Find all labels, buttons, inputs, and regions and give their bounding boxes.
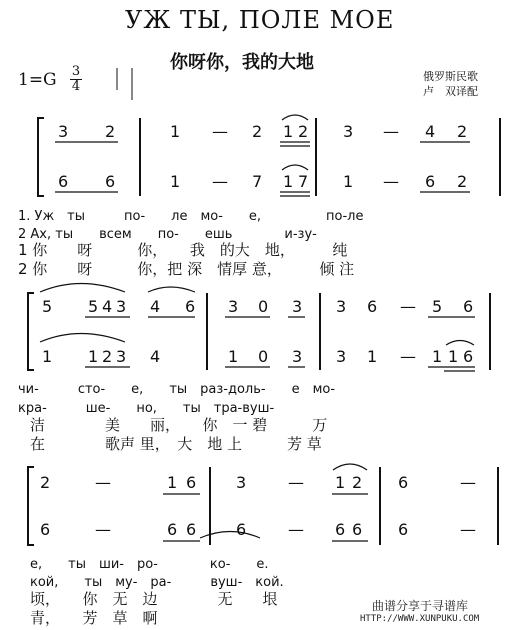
system2-lower-note: 3 — [336, 347, 347, 366]
system2-lower-note: 1 — [88, 347, 99, 366]
system2-upper-note: 5 — [42, 297, 53, 316]
song-title: УЖ ТЫ, ПОЛЕ МОЕ — [125, 6, 395, 34]
lyric-line: 1. Уж ты по- ле мо- е, по-ле — [18, 209, 364, 224]
slur — [282, 115, 308, 120]
system2-lower-note: 0 — [258, 347, 269, 366]
system2-lower-note: 1 — [367, 347, 378, 366]
system2-lower-note: 1 — [432, 347, 443, 366]
system2-lower-note: 2 — [102, 347, 113, 366]
slur — [40, 284, 125, 293]
system2-upper-note: 6 — [185, 297, 196, 316]
system3-lower-note: 6 — [335, 520, 346, 539]
lyric-line: е, ты ши- ро- ко- е. — [30, 557, 269, 572]
system2-lower-note: 1 — [448, 347, 459, 366]
system1-lower-note: 1 — [170, 172, 181, 191]
translator-credit: 卢 双译配 — [423, 85, 478, 98]
system2-lower-note: — — [400, 347, 416, 366]
system3-lower-note: — — [288, 520, 304, 539]
lyric-line: 在 歌声 里， 大 地 上 芳 草 — [30, 435, 322, 453]
system3-lower-note: 6 — [352, 520, 363, 539]
lyric-line: 1 你 呀 你， 我 的大 地， 纯 — [18, 241, 348, 259]
system1-lower-note: 6 — [425, 172, 436, 191]
footer-site-url[interactable]: HTTP://WWW.XUNPUKU.COM — [360, 614, 480, 624]
lyric-line: чи- сто- е, ты раз-доль- е мо- — [18, 382, 336, 397]
system2-upper-note: 5 — [88, 297, 99, 316]
system1-upper-note: 3 — [343, 122, 354, 141]
system1-lower-note: 6 — [105, 172, 116, 191]
system3-upper-note: — — [460, 473, 476, 492]
system2-lower-note: 4 — [150, 347, 161, 366]
system2-upper-note: 5 — [432, 297, 443, 316]
system3-upper-note: 1 — [167, 473, 178, 492]
system3-lower-note: — — [95, 520, 111, 539]
system1-upper-note: — — [212, 122, 228, 141]
system3-upper-note: — — [288, 473, 304, 492]
system2-bracket — [28, 293, 34, 370]
slur — [446, 341, 474, 346]
system1-upper-note: 2 — [252, 122, 263, 141]
system2-upper-note: 4 — [150, 297, 161, 316]
system3-bracket — [28, 467, 34, 545]
system1-lower-note: 7 — [298, 172, 309, 191]
system1-upper-note: 2 — [457, 122, 468, 141]
system2-upper-note: 3 — [116, 297, 127, 316]
lyric-line: 2 你 呀 你，把 深 情厚 意， 倾 注 — [18, 260, 355, 278]
time-signature-bottom: 4 — [71, 79, 81, 94]
lyric-line: кра- ше- но, ты тра-вуш- — [18, 401, 275, 416]
system2-upper-note: 3 — [228, 297, 239, 316]
system1-upper-note: 2 — [105, 122, 116, 141]
system1-upper-note: 1 — [170, 122, 181, 141]
system3-lower-note: 6 — [167, 520, 178, 539]
system3-upper-note: 6 — [398, 473, 409, 492]
lyric-line: 顷， 你 无 边 无 垠 — [30, 590, 278, 608]
time-signature-top: 3 — [71, 64, 81, 79]
system2-upper-note: 6 — [367, 297, 378, 316]
system1-lower-note: 1 — [283, 172, 294, 191]
lyric-line: 2 Ах, ты всем по- ешь и-зу- — [18, 227, 317, 242]
system2-upper-note: 0 — [258, 297, 269, 316]
lyric-line: кой, ты му- ра- вуш- кой. — [30, 575, 284, 590]
system3-lower-note: 6 — [40, 520, 51, 539]
slur — [40, 334, 125, 343]
system1-upper-note: 3 — [58, 122, 69, 141]
system3-lower-note: 6 — [236, 520, 247, 539]
system3-upper-note: 6 — [186, 473, 197, 492]
system1-upper-note: 1 — [283, 122, 294, 141]
system1-lower-note: 1 — [343, 172, 354, 191]
lyric-line: 青， 芳 草 啊 — [30, 609, 158, 627]
slur — [148, 287, 195, 292]
system3-upper-note: 1 — [335, 473, 346, 492]
lyric-line: 洁 美 丽， 你 一 碧 万 — [30, 416, 328, 434]
song-subtitle: 你呀你，我的大地 — [170, 52, 314, 73]
system2-lower-note: 1 — [42, 347, 53, 366]
system2-upper-note: 6 — [463, 297, 474, 316]
system3-upper-note: 2 — [40, 473, 51, 492]
system3-lower-note: 6 — [398, 520, 409, 539]
system2-upper-note: — — [400, 297, 416, 316]
system1-lower-note: — — [212, 172, 228, 191]
system1-lower-note: 6 — [58, 172, 69, 191]
footer-site-name: 曲谱分享于寻谱库 — [372, 599, 469, 613]
system1-lower-note: — — [383, 172, 399, 191]
system3-upper-note: 3 — [236, 473, 247, 492]
system1-lower-note: 2 — [457, 172, 468, 191]
system1-upper-note: 2 — [298, 122, 309, 141]
system2-upper-note: 3 — [336, 297, 347, 316]
system3-lower-note: — — [460, 520, 476, 539]
song-origin: 俄罗斯民歌 — [423, 70, 478, 83]
system3-lower-note: 6 — [186, 520, 197, 539]
system2-lower-note: 1 — [228, 347, 239, 366]
system3-upper-note: 2 — [352, 473, 363, 492]
system1-upper-note: — — [383, 122, 399, 141]
key-signature: 1=G — [18, 70, 57, 90]
system2-lower-note: 6 — [463, 347, 474, 366]
system2-lower-note: 3 — [116, 347, 127, 366]
system3-upper-note: — — [95, 473, 111, 492]
system1-lower-note: 7 — [252, 172, 263, 191]
system1-bracket — [38, 118, 44, 196]
system2-upper-note: 4 — [102, 297, 113, 316]
slur — [282, 165, 308, 170]
system2-lower-note: 3 — [292, 347, 303, 366]
system1-upper-note: 4 — [425, 122, 436, 141]
slur — [333, 464, 367, 470]
system2-upper-note: 3 — [292, 297, 303, 316]
